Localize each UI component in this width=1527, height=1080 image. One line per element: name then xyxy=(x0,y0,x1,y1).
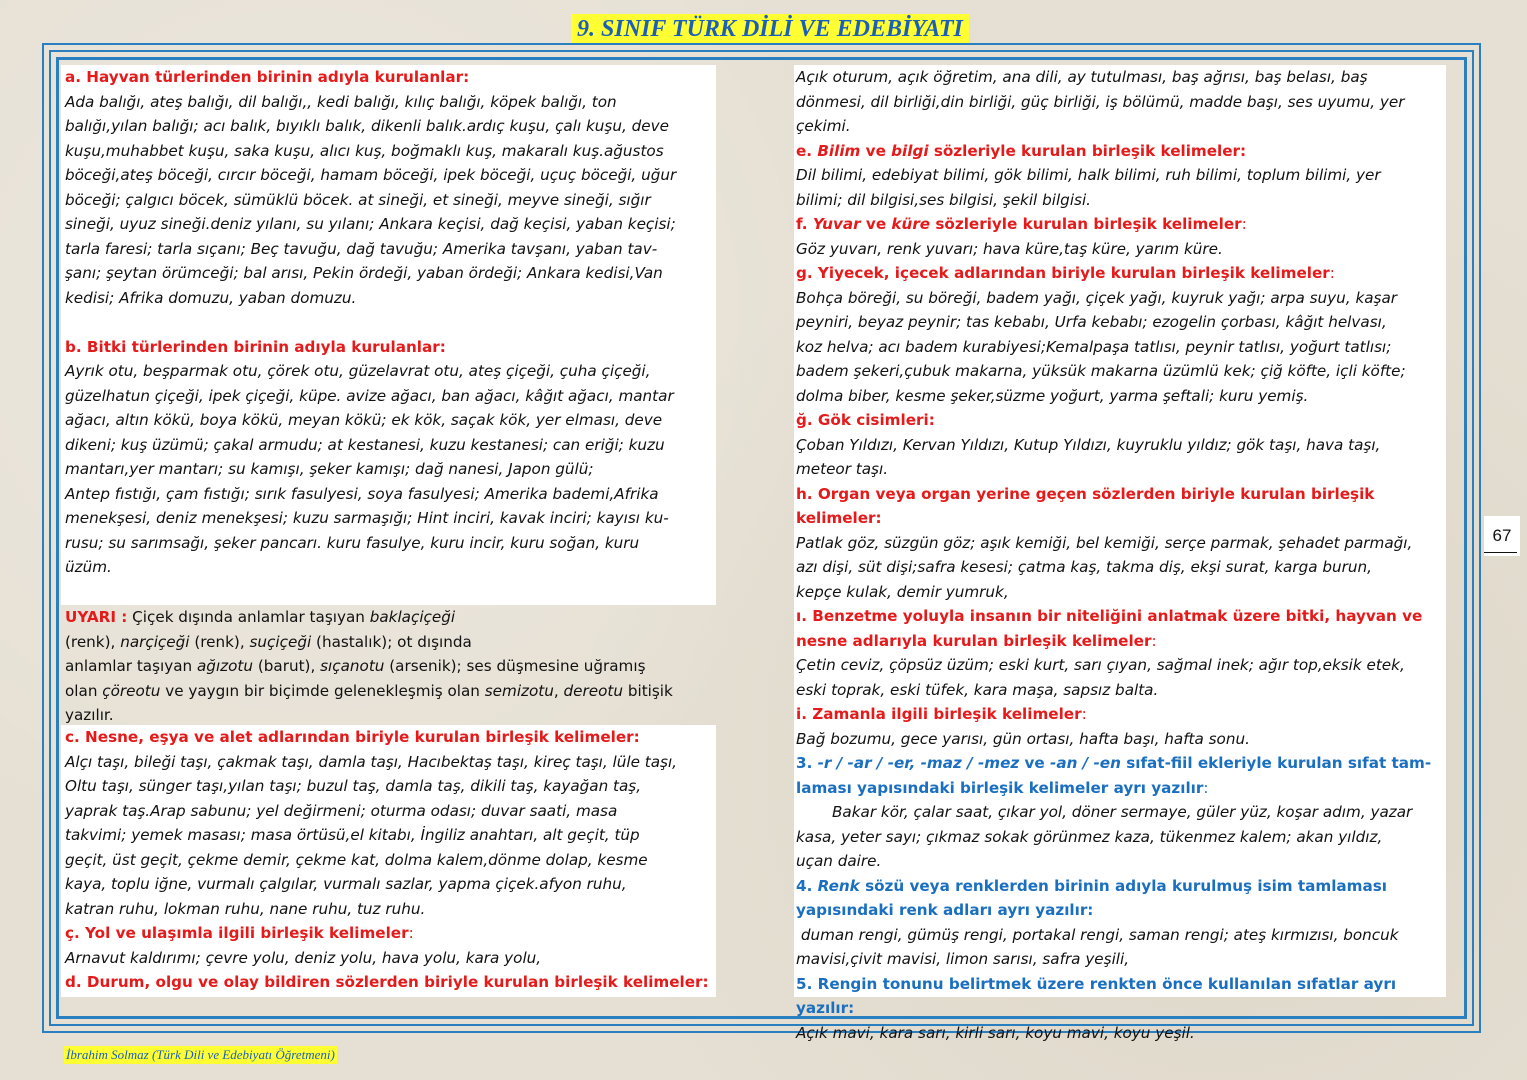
section-d-heading: d. Durum, olgu ve olay bildiren sözlerden biriyle kurulan birleşik kelimeler: xyxy=(65,973,709,991)
rule-3-heading-cont: laması yapısındaki birleşik kelimeler ayrı yazılır xyxy=(796,778,1204,797)
section-b-heading: b. Bitki türlerinden birinin adıyla kurulanlar: xyxy=(65,337,446,356)
section-b-line: üzüm. xyxy=(65,558,112,576)
warning-text: anlamlar taşıyan xyxy=(65,657,197,675)
warning-term: semizotu xyxy=(484,681,554,700)
section-b-line: güzelhatun çiçeği, ipek çiçeği, küpe. avize ağacı, ban ağacı, kâğıt ağacı, mantar xyxy=(65,386,674,405)
section-a-line: şanı; şeytan örümceği; bal arısı, Pekin ördeği, yaban ördeği; Ankara kedisi,Van xyxy=(65,264,663,282)
section-f-colon: : xyxy=(1241,215,1247,233)
rule-3-heading: 3. -r / -ar / -er, -maz / -mez ve -an / -en sıfat-fiil ekleriyle kurulan sıfat tam- xyxy=(796,754,1432,772)
section-b-line: Antep fıstığı, çam fıstığı; sırık fasulyesi, soya fasulyesi; Amerika bademi,Afrika xyxy=(65,484,659,503)
section-e-heading: e. Bilim ve bilgi sözleriyle kurulan birleşik kelimeler: xyxy=(796,141,1247,160)
section-g-line: koz helva; acı badem kurabiyesi;Kemalpaşa tatlısı, peynir tatlısı, yoğurt tatlısı; xyxy=(796,337,1392,356)
section-a-line: böceği,ateş böceği, cırcır böceği, hamam böceği, ipek böceği, uçuç böceği, uğur xyxy=(65,166,677,184)
warning-text: (arsenik); ses düşmesine uğramış xyxy=(384,657,646,675)
section-c-line: Oltu taşı, sünger taşı,yılan taşı; buzul taş, damla taş, dikili taş, kayağan taş, xyxy=(65,777,642,795)
section-cc-heading: ç. Yol ve ulaşımla ilgili birleşik kelimeler xyxy=(65,924,409,942)
warning-text: (renk), xyxy=(189,632,250,651)
section-b-line: dikeni; kuş üzümü; çakal armudu; at kestanesi, kuzu kestanesi; can eriği; kuzu xyxy=(65,435,665,454)
section-h-line: kepçe kulak, demir yumruk, xyxy=(796,582,1009,601)
warning-text: (barut), xyxy=(253,657,321,675)
warning-text: olan xyxy=(65,681,103,700)
warning-label: UYARI : xyxy=(65,608,128,626)
section-a-line: kuşu,muhabbet kuşu, saka kuşu, alıcı kuş, boğmaklı kuş, makaralı kuş.ağustos xyxy=(65,141,664,160)
section-b-line: menekşesi, deniz menekşesi; kuzu sarmaşığı; Hint inciri, kavak inciri; kayısı ku- xyxy=(65,509,669,527)
rule-3-colon: : xyxy=(1203,778,1209,797)
section-a-line: Ada balığı, ateş balığı, dil balığı,, kedi balığı, kılıç balığı, köpek balığı, ton xyxy=(65,92,617,111)
section-gg-heading: ğ. Gök cisimleri: xyxy=(796,411,935,429)
section-b-line: mantarı,yer mantarı; su kamışı, şeker kamışı; dağ nanesi, Japon gülü; xyxy=(65,460,594,478)
section-g-line: dolma biber, kesme şeker,süzme yoğurt, yarma şeftali; kuru yemiş. xyxy=(796,386,1309,405)
section-a-line: balığı,yılan balığı; acı balık, bıyıklı balık, dikenli balık.ardıç kuşu, çalı kuşu, deve xyxy=(65,117,669,135)
warning-term: sıçanotu xyxy=(320,657,385,675)
section-a-heading: a. Hayvan türlerinden birinin adıyla kurulanlar: xyxy=(65,68,470,86)
rule-4-line: duman rengi, gümüş rengi, portakal rengi, saman rengi; ateş kırmızısı, boncuk xyxy=(796,925,1399,944)
warning-text: yazılır. xyxy=(65,706,114,724)
warning-term: baklaçiçeği xyxy=(369,608,456,626)
section-e-line: bilimi; dil bilgisi,ses bilgisi, şekil bilgisi. xyxy=(796,190,1092,209)
rule-3-line: kasa, yeter sayı; çıkmaz sokak görünmez kaza, tükenmez kalem; akan yıldız, xyxy=(796,827,1383,846)
section-cc-line: Arnavut kaldırımı; çevre yolu, deniz yolu, hava yolu, kara yolu, xyxy=(65,948,542,967)
page-number: 67 xyxy=(1484,516,1520,556)
section-d-line: çekimi. xyxy=(796,117,851,135)
section-ii-line: Bağ bozumu, gece yarısı, gün ortası, hafta başı, hafta sonu. xyxy=(796,729,1250,748)
author-footer: İbrahim Solmaz (Türk Dili ve Edebiyatı Öğretmeni) xyxy=(66,1047,335,1062)
section-a-line: tarla faresi; tarla sıçanı; Beç tavuğu, dağ tavuğu; Amerika tavşanı, yaban tav- xyxy=(65,239,658,258)
section-d-line: dönmesi, dil birliği,din birliği, güç birliği, iş bölümü, madde başı, ses uyumu, yer xyxy=(796,92,1405,111)
section-gg-line: Çoban Yıldızı, Kervan Yıldızı, Kutup Yıldızı, kuyruklu yıldız; gök taşı, hava taşı, xyxy=(796,435,1381,454)
section-f-line: Göz yuvarı, renk yuvarı; hava küre,taş küre, yarım küre. xyxy=(796,239,1223,258)
section-e-line: Dil bilimi, edebiyat bilimi, gök bilimi, halk bilimi, ruh bilimi, toplum bilimi, yer xyxy=(796,166,1381,184)
warning-text: Çiçek dışında anlamlar taşıyan xyxy=(127,608,370,626)
section-ii-colon: : xyxy=(1081,705,1087,723)
section-c-line: katran ruhu, lokman ruhu, nane ruhu, tuz ruhu. xyxy=(65,899,426,918)
section-ii-heading: i. Zamanla ilgili birleşik kelimeler xyxy=(796,705,1082,723)
section-g-line: Bohça böreği, su böreği, badem yağı, çiçek yağı, kuyruk yağı; arpa suyu, kaşar xyxy=(796,288,1398,307)
page-number-underline xyxy=(1484,552,1517,553)
warning-text: (renk), xyxy=(65,632,121,651)
section-b-line: rusu; su sarımsağı, şeker pancarı. kuru fasulye, kuru incir, kuru soğan, kuru xyxy=(65,533,640,552)
section-g-heading: g. Yiyecek, içecek adlarından biriyle kurulan birleşik kelimeler xyxy=(796,264,1330,282)
section-i-line: eski toprak, eski tüfek, kara maşa, sapsız balta. xyxy=(796,680,1159,699)
warning-term: suçiçeği xyxy=(249,632,312,651)
rule-4-heading-cont: yapısındaki renk adları ayrı yazılır: xyxy=(796,901,1094,919)
warning-note xyxy=(61,605,716,725)
warning-term: çöreotu xyxy=(102,681,161,700)
section-gg-line: meteor taşı. xyxy=(796,460,889,478)
section-c-line: yaprak taş.Arap sabunu; yel değirmeni; oturma odası; duvar saati, masa xyxy=(65,801,618,820)
rule-5-line: Açık mavi, kara sarı, kirli sarı, koyu mavi, koyu yeşil. xyxy=(796,1023,1195,1042)
section-a-line: kedisi; Afrika domuzu, yaban domuzu. xyxy=(65,288,357,307)
warning-term: narçiçeği xyxy=(120,632,190,651)
warning-text: , xyxy=(553,681,564,700)
left-section-c xyxy=(61,725,716,997)
right-column xyxy=(794,65,1446,1042)
section-c-line: geçit, üst geçit, çekme demir, çekme kat, dolma kalem,dönme dolap, kesme xyxy=(65,850,648,869)
section-g-line: peyniri, beyaz peynir; tas kebabı, Urfa kebabı; ezogelin çorbası, kâğıt helvası, xyxy=(796,313,1387,331)
section-c-line: kaya, toplu iğne, vurmalı çalgılar, vurmalı sazlar, yapma çiçek.afyon ruhu, xyxy=(65,875,627,893)
left-section-ab xyxy=(61,65,716,605)
section-c-line: takvimi; yemek masası; masa örtüsü,el kitabı, İngiliz anahtarı, alt geçit, tüp xyxy=(65,826,640,844)
warning-term: ağızotu xyxy=(197,657,254,675)
rule-3-line: Bakar kör, çalar saat, çıkar yol, döner sermaye, güler yüz, koşar adım, yazar xyxy=(832,803,1413,821)
section-h-line: azı dişi, süt dişi;safra kesesi; çatma kaş, takma diş, ekşi surat, karga burun, xyxy=(796,558,1372,576)
warning-text: ve yaygın bir biçimde gelenekleşmiş olan xyxy=(160,681,485,700)
section-b-line: ağacı, altın kökü, boya kökü, meyan kökü; ek kök, saçak kök, yer elması, deve xyxy=(65,411,663,429)
warning-term: dereotu xyxy=(563,681,623,700)
warning-text: (hastalık); ot dışında xyxy=(311,632,472,651)
rule-4-heading: 4. Renk sözü veya renklerden birinin adıyla kurulmuş isim tamlaması xyxy=(796,876,1388,895)
section-g-colon: : xyxy=(1329,264,1335,282)
section-i-heading-cont: nesne adlarıyla kurulan birleşik kelimeler xyxy=(796,631,1152,650)
section-i-line: Çetin ceviz, çöpsüz üzüm; eski kurt, sarı çıyan, sağmal inek; ağır top,eksik etek, xyxy=(796,656,1405,674)
section-a-line: sineği, uyuz sineği.deniz yılanı, su yılanı; Ankara keçisi, dağ keçisi, yaban keçisi; xyxy=(65,215,676,233)
rule-5-heading: 5. Rengin tonunu belirtmek üzere renkten önce kullanılan sıfatlar ayrı yazılır: xyxy=(796,974,1397,1017)
section-cc-colon: : xyxy=(408,924,414,942)
page-title: 9. SINIF TÜRK DİLİ VE EDEBİYATI xyxy=(571,14,969,44)
rule-3-line: uçan daire. xyxy=(796,852,882,870)
section-g-line: badem şekeri,çubuk makarna, yüksük makarna üzümlü kek; çiğ köfte, içli köfte; xyxy=(796,362,1406,380)
section-a-line: böceği; çalgıcı böcek, sümüklü böcek. at sineği, et sineği, meyve sineği, sığır xyxy=(65,190,651,209)
section-i-colon: : xyxy=(1151,631,1157,650)
section-c-heading: c. Nesne, eşya ve alet adlarından biriyle kurulan birleşik kelimeler: xyxy=(65,728,640,746)
section-b-line: Ayrık otu, beşparmak otu, çörek otu, güzelavrat otu, ateş çiçeği, çuha çiçeği, xyxy=(65,362,651,380)
section-f-heading: f. Yuvar ve küre sözleriyle kurulan birleşik kelimeler xyxy=(796,215,1242,233)
section-h-heading: h. Organ veya organ yerine geçen sözlerden biriyle kurulan birleşik kelimeler: xyxy=(796,484,1375,527)
rule-4-line: mavisi,çivit mavisi, limon sarısı, safra yeşili, xyxy=(796,950,1130,968)
section-h-line: Patlak göz, süzgün göz; aşık kemiği, bel kemiği, serçe parmak, şehadet parmağı, xyxy=(796,533,1413,552)
section-i-heading: ı. Benzetme yoluyla insanın bir niteliğini anlatmak üzere bitki, hayvan ve xyxy=(796,607,1423,625)
section-c-line: Alçı taşı, bileği taşı, çakmak taşı, damla taşı, Hacıbektaş taşı, kireç taşı, lüle taşı, xyxy=(65,752,678,771)
warning-text: bitişik xyxy=(623,681,673,700)
section-d-line: Açık oturum, açık öğretim, ana dili, ay tutulması, baş ağrısı, baş belası, baş xyxy=(796,68,1368,86)
